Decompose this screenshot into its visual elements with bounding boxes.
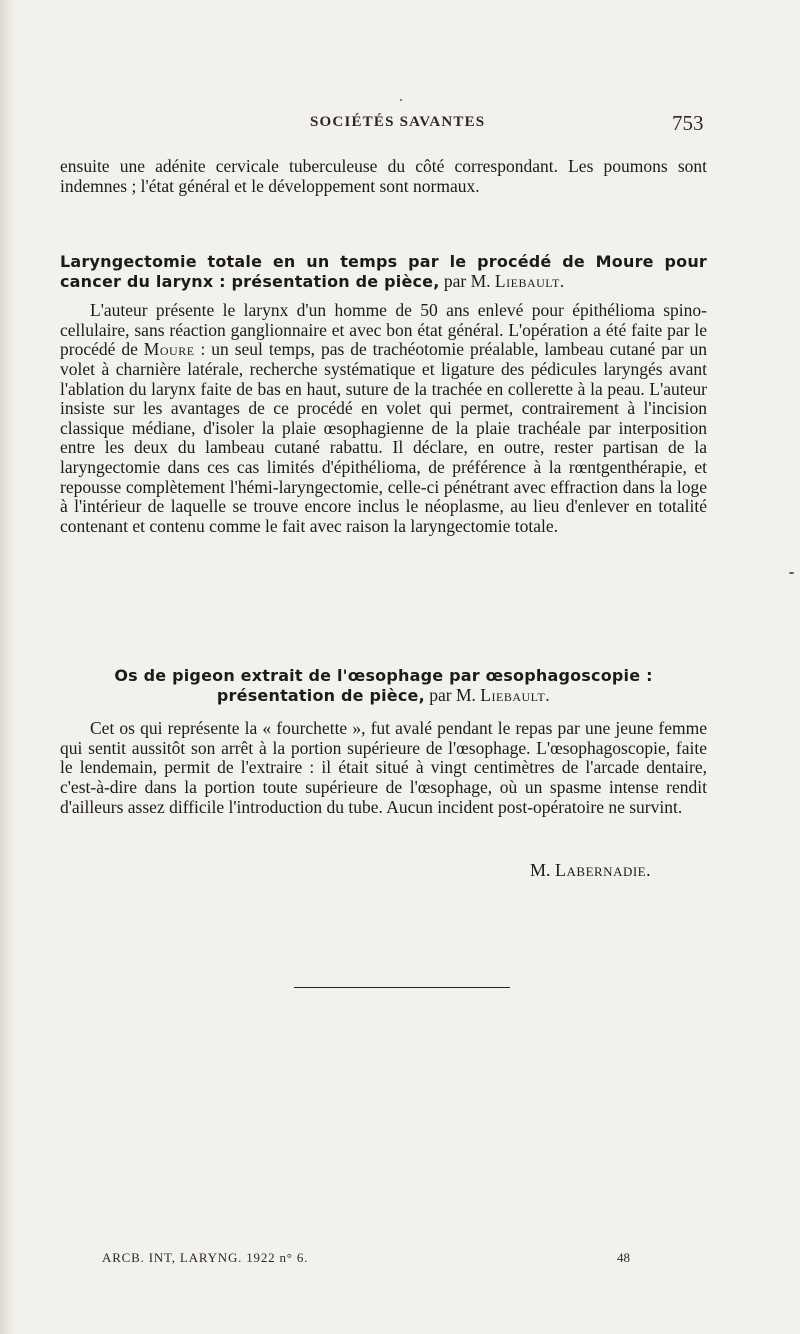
article-2-title-line-2: présentation de pièce, [216, 685, 425, 705]
article-1-heading [60, 252, 707, 291]
page-edge-shadow [0, 0, 14, 1334]
page-number: 753 [672, 111, 704, 135]
author-signature [530, 860, 651, 881]
footer-journal-reference: ARCB. INT, LARYNG. 1922 n° 6. [102, 1250, 309, 1265]
footer-signature-mark: 48 [617, 1250, 630, 1265]
article-2-author-name: Liebault. [480, 684, 551, 705]
article-2-author-prefix: par M. [429, 684, 476, 705]
article-1-moure-name: Moure [143, 339, 195, 360]
article-laryngectomie [60, 252, 707, 536]
article-2-title-line-1: Os de pigeon extrait de l'œsophage par œsophagoscopie : [114, 666, 653, 685]
article-1-body-part-2: : un seul temps, pas de trachéotomie préalable, lambeau cutané par un volet à charnière latérale, recherche systématique et ligature des pédicules laryngés avant l'ablation du larynx faite de bas en haut, suture de la trachée en collerette à la peau. L'auteur insiste sur les avantages de ce procédé en volet qui permet, contrairement à l'incision classique médiane, d'isoler la plaie œsophagienne de la plaie trachéale par interposition entre les deux du lambeau cutané rabattu. Il déclare, en outre, rester partisan de la laryngectomie dans ces cas limités d'épithélioma, de préférence à la rœntgenthérapie, et repousse complètement l'hémi-laryngectomie, celle-ci pénétrant avec effraction dans la loge à l'intérieur de laquelle se trouve encore inclus le néoplasme, au lieu d'enlever en totalité contenant et contenu comme le fait avec raison la laryngectomie totale. [60, 339, 708, 536]
continuation-text: ensuite une adénite cervicale tuberculeuse du côté correspondant. Les poumons sont indemnes ; l'état général et le développement sont normaux. [60, 156, 707, 196]
section-divider [294, 987, 510, 988]
article-1-body-part-1: L'auteur présente le larynx d'un homme de 50 ans enlevé pour épithélioma spino-cellulaire, sans réaction ganglionnaire et avec bon état général. L'opération a été faite par le procédé de [60, 300, 707, 360]
paper-speck [789, 572, 794, 574]
article-2-body: Cet os qui représente la « fourchette », fut avalé pendant le repas par une jeune femme qui sentit aussitôt son arrêt à la portion supérieure de l'œsophage. L'œsophagoscopie, faite le lendemain, permit de l'extraire : il était situé à vingt centimètres de l'arcade dentaire, c'est-à-dire dans la portion toute supérieure de l'œsophage, où un spasme intense rendit d'ailleurs assez difficile l'introduction du tube. Aucun incident post-opératoire ne survint. [60, 718, 707, 817]
article-1-body [60, 301, 707, 536]
running-title: SOCIÉTÉS SAVANTES [310, 114, 486, 130]
article-1-author-prefix: par M. [443, 270, 491, 291]
continuation-paragraph [60, 157, 707, 196]
article-1-author-name: Liebault. [494, 270, 565, 291]
signature-prefix: M. [530, 860, 551, 880]
article-2-title-line-2-wrap [60, 686, 707, 706]
signature-name: Labernadie. [555, 860, 652, 880]
running-header [0, 111, 800, 136]
article-os-de-pigeon [60, 666, 707, 817]
page-footer [0, 1250, 800, 1270]
article-1-title: Laryngectomie totale en un temps par le procédé de Moure pour cancer du larynx : présentation de pièce, [60, 252, 707, 291]
paper-speck [400, 99, 402, 101]
